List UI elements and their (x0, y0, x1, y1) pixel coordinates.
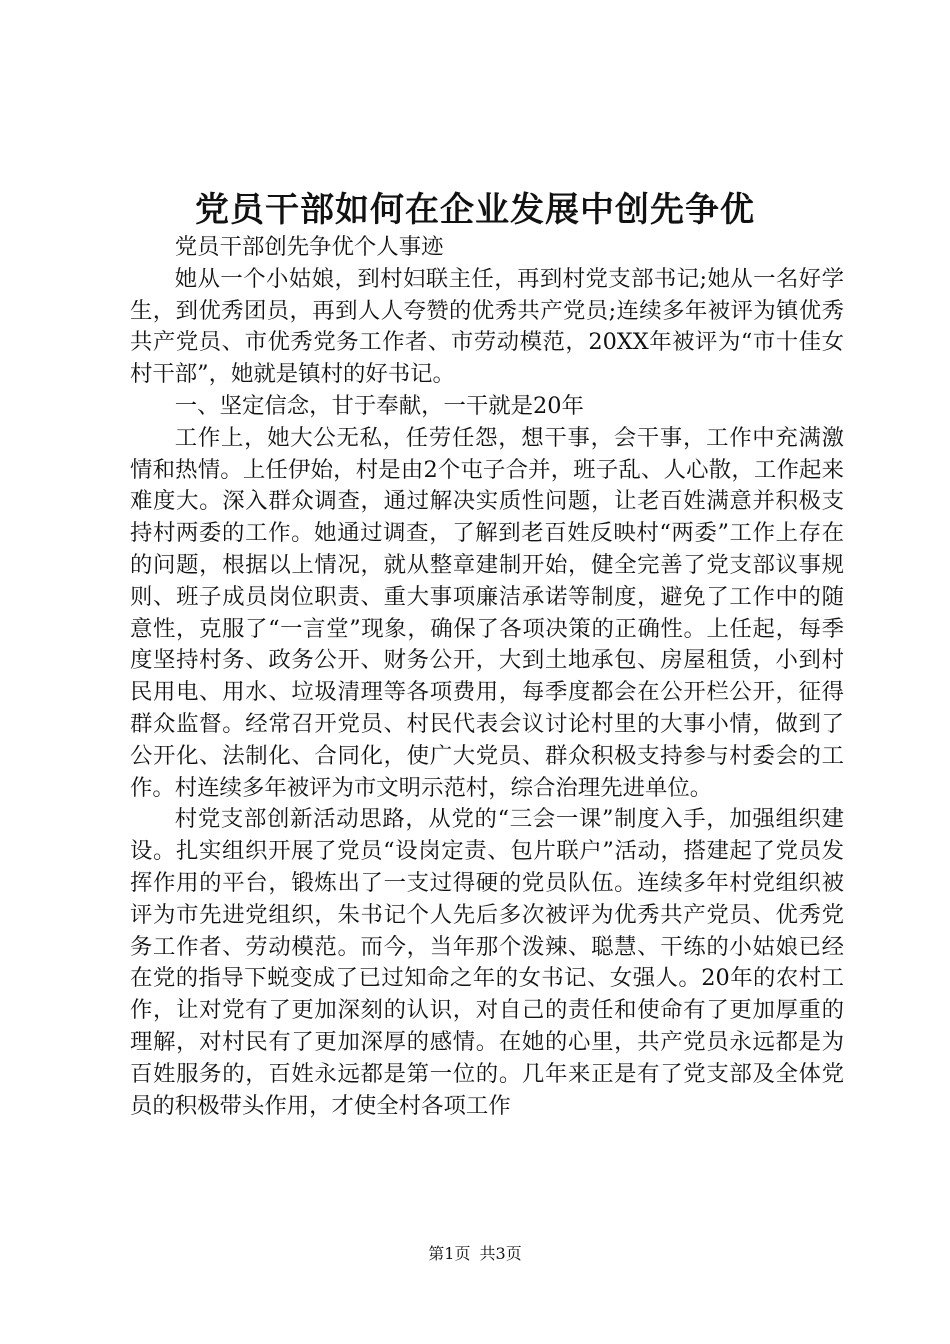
page-total: 共3页 (479, 1244, 522, 1263)
page-footer (0, 1243, 950, 1265)
section-heading: 一、坚定信念，甘于奉献，一干就是20年 (174, 392, 584, 419)
document-title: 党员干部如何在企业发展中创先争优 (195, 190, 755, 230)
body-paragraph: 工作上，她大公无私，任劳任怨，想干事，会干事，工作中充满激情和热情。上任伊始，村是由2个屯子合并，班子乱、人心散，工作起来难度大。深入群众调查，通过解决实质性问题，让老百姓满意并积极支持村两委的工作。她通过调查，了解到老百姓反映村“两委”工作上存在的问题，根据以上情况，就从整章建制开始，健全完善了党支部议事规则、班子成员岗位职责、重大事项廉洁承诺等制度，避免了工作中的随意性，克服了“一言堂”现象，确保了各项决策的正确性。上任起，每季度坚持村务、政务公开、财务公开，大到土地承包、房屋租赁，小到村民用电、用水、垃圾清理等各项费用，每季度都会在公开栏公开，征得群众监督。经常召开党员、村民代表会议讨论村里的大事小情，做到了公开化、法制化、合同化，使广大党员、群众积极支持参与村委会的工作。村连续多年被评为市文明示范村，综合治理先进单位。 (130, 424, 844, 801)
page-number: 第1页 (428, 1244, 471, 1263)
intro-paragraph: 她从一个小姑娘，到村妇联主任，再到村党支部书记;她从一名好学生，到优秀团员，再到人人夸赞的优秀共产党员;连续多年被评为镇优秀共产党员、市优秀党务工作者、市劳动模范，20XX年被评为“市十佳女村干部”，她就是镇村的好书记。 (130, 265, 844, 388)
document-body (130, 232, 844, 1122)
body-paragraph: 村党支部创新活动思路，从党的“三会一课”制度入手，加强组织建设。扎实组织开展了党员“设岗定责、包片联户”活动，搭建起了党员发挥作用的平台，锻炼出了一支过得硬的党员队伍。连续多年村党组织被评为市先进党组织，朱书记个人先后多次被评为优秀共产党员、优秀党务工作者、劳动模范。而今，当年那个泼辣、聪慧、干练的小姑娘已经在党的指导下蜕变成了已过知命之年的女书记、女强人。20年的农村工作，让对党有了更加深刻的认识，对自己的责任和使命有了更加厚重的理解，对村民有了更加深厚的感情。在她的心里，共产党员永远都是为百姓服务的，百姓永远都是第一位的。几年来正是有了党支部及全体党员的积极带头作用，才使全村各项工作 (130, 806, 844, 1119)
subtitle-paragraph: 党员干部创先争优个人事迹 (174, 234, 444, 260)
